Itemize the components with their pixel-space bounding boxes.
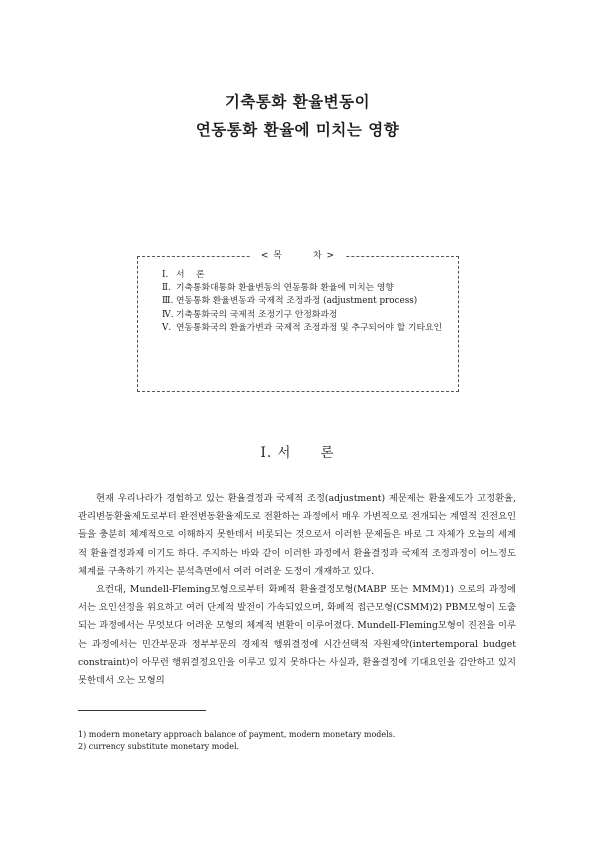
- toc-item: [162, 309, 452, 322]
- toc-item-text: 연동통화국의 환율가변과 국제적 조정과정 및 추구되어야 할 기타요인: [176, 322, 443, 333]
- toc-item: [162, 322, 452, 335]
- toc-item-number: Ⅰ.: [162, 270, 169, 280]
- body-paragraph: 현재 우리나라가 경험하고 있는 환율결정과 국제적 조정(adjustment) 제문제는 환율제도가 고정환율, 관리변동환율제도로부터 완전변동환율제도로 전환하는 과정에서 매우 가변적으로 전개되는 계열적 진전요인들을 충분히 체계적으로 이해하지 못한데서 비롯되는 것으로서 이러한 문제들은 바로 그 자체가 오늘의 세계적 환율결정과제 이기도 하다. 주지하는 바와 같이 이러한 과정에서 환율결정과 국제적 조정과정이 어느정도 체계를 구축하기 까지는 분석측면에서 여러 어려운 도정이 개재하고 있다.: [78, 493, 516, 577]
- toc-item-text: 서 론: [176, 270, 205, 280]
- toc-item-number: Ⅱ.: [162, 283, 171, 294]
- body-text: [78, 490, 516, 690]
- footnotes: [78, 729, 516, 754]
- toc-list: [162, 269, 452, 335]
- toc-item-text: 연동통화 환율변동과 국제적 조정과정 (adjustment process): [176, 296, 418, 307]
- toc-item-text: 기축통화국의 국제적 조정기구 안정화과정: [176, 309, 338, 320]
- toc-item-number: Ⅲ.: [162, 296, 174, 307]
- body-paragraph: 요컨대, Mundell-Fleming모형으로부터 화폐적 환율결정모형(MABP 또는 MMM)1) 으로의 과정에서는 요인선정을 위요하고 여러 단계적 발전이 가속되었으며, 화폐적 접근모형(CSMM)2) PBM모형이 도출되는 과정에서는 무엇보다 어려운 모형의 체계적 변환이 이루어졌다. Mundell-Fleming모형이 진전을 이루는 과정에서는 민간부문과 정부부문의 경제적 행위결정에 시간선택적 자원제약(intertemporal budget constraint)이 아무런 행위결정요인을 이루고 있지 못하다는 사실과, 환율결정에 기대요인을 감안하고 있지 못한데서 오는 모형의: [78, 584, 516, 687]
- toc-item: [162, 282, 452, 295]
- toc-item-number: Ⅳ.: [162, 309, 174, 320]
- page-title-line-1: 기축통화 환율변동이: [224, 92, 371, 111]
- toc-item: [162, 295, 452, 308]
- toc-item: [162, 269, 452, 282]
- toc-heading: < 목 차 >: [251, 251, 345, 261]
- table-of-contents-box: [137, 251, 459, 392]
- footnote: 1) modern monetary approach balance of payment, modern monetary models.: [78, 730, 396, 739]
- section-heading: Ⅰ. 서 론: [260, 445, 335, 461]
- footnote: 2) currency substitute monetary model.: [78, 742, 240, 752]
- toc-item-number: Ⅴ.: [162, 322, 172, 333]
- toc-item-text: 기축통화대통화 환율변동의 연동통화 환율에 미치는 영향: [176, 283, 394, 294]
- footnote-divider: [78, 710, 206, 711]
- page-title-line-2: 연동통화 환율에 미치는 영향: [195, 120, 400, 139]
